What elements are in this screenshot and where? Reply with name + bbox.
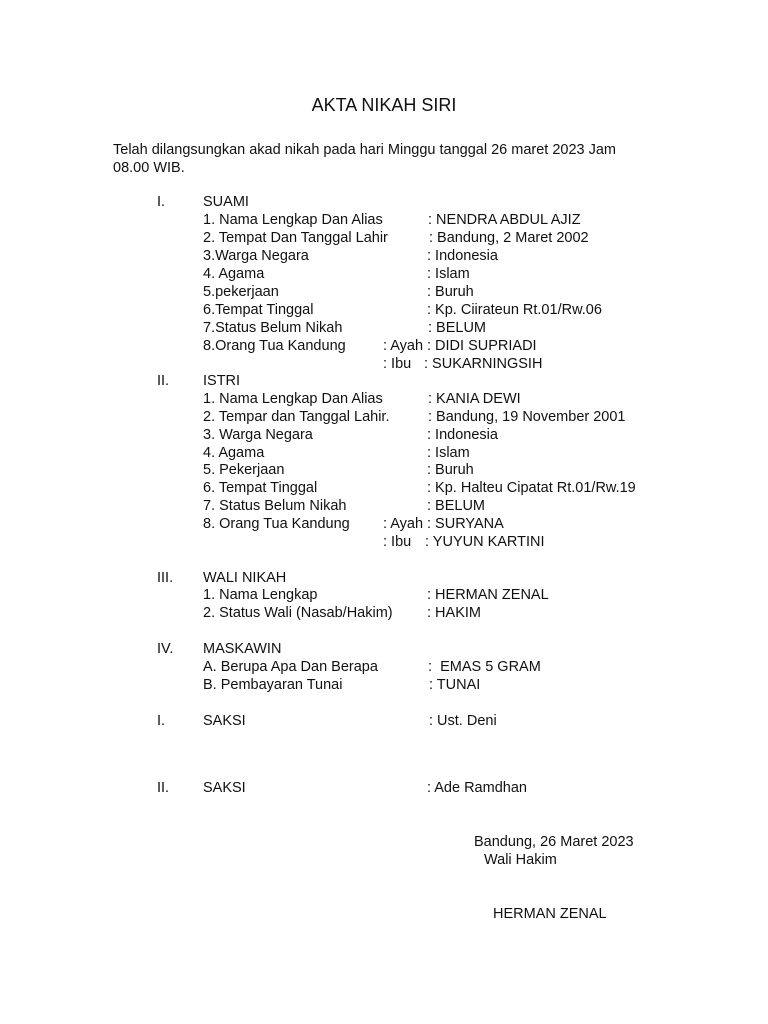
section-number-wali: III. [157, 570, 174, 586]
document-title: AKTA NIKAH SIRI [311, 95, 457, 115]
section-number-suami: I. [157, 194, 166, 210]
section-heading-suami: SUAMI [203, 194, 249, 210]
section-heading-istri: ISTRI [203, 373, 241, 389]
signature-name: HERMAN ZENAL [493, 906, 607, 922]
istri-parent-type: : Ayah [383, 516, 424, 532]
maskawin-value: : TUNAI [429, 677, 481, 693]
section-heading-saksi-1: SAKSI [203, 713, 246, 729]
suami-label: 8.Orang Tua Kandung [203, 338, 346, 354]
suami-label: 3.Warga Negara [203, 248, 309, 264]
istri-value: : Kp. Halteu Cipatat Rt.01/Rw.19 [427, 480, 636, 496]
istri-label: 1. Nama Lengkap Dan Alias [203, 391, 383, 407]
suami-value: : Islam [427, 266, 470, 282]
section-heading-maskawin: MASKAWIN [203, 641, 282, 657]
suami-value: : SUKARNINGSIH [424, 356, 543, 372]
istri-label: 8. Orang Tua Kandung [203, 516, 350, 532]
suami-label: 1. Nama Lengkap Dan Alias [203, 212, 383, 228]
istri-value: : Islam [427, 445, 470, 461]
section-heading-saksi-2: SAKSI [203, 780, 246, 796]
suami-value: : BELUM [428, 320, 487, 336]
istri-label: 5. Pekerjaan [203, 462, 285, 478]
suami-value: : Indonesia [427, 248, 498, 264]
suami-value: : DIDI SUPRIADI [427, 338, 537, 354]
maskawin-label: A. Berupa Apa Dan Berapa [203, 659, 378, 675]
intro-paragraph: Telah dilangsungkan akad nikah pada hari Minggu tanggal 26 maret 2023 Jam 08.00 WIB. [113, 142, 617, 176]
section-number-saksi-2: II. [157, 780, 170, 796]
suami-label: 5.pekerjaan [203, 284, 279, 300]
suami-value: : Kp. Ciirateun Rt.01/Rw.06 [427, 302, 602, 318]
istri-value: : SURYANA [427, 516, 504, 532]
wali-label: 1. Nama Lengkap [203, 587, 318, 603]
suami-label: 4. Agama [203, 266, 265, 282]
istri-value: : Indonesia [427, 427, 498, 443]
section-heading-wali: WALI NIKAH [203, 570, 287, 586]
suami-value: : Bandung, 2 Maret 2002 [429, 230, 589, 246]
istri-value: : KANIA DEWI [428, 391, 521, 407]
suami-value: : NENDRA ABDUL AJIZ [428, 212, 581, 228]
suami-parent-type: : Ibu [383, 356, 412, 372]
istri-label: 4. Agama [203, 445, 265, 461]
istri-parent-type: : Ibu [383, 534, 412, 550]
section-number-istri: II. [157, 373, 170, 389]
maskawin-value: : EMAS 5 GRAM [428, 659, 541, 675]
istri-value: : BELUM [427, 498, 486, 514]
istri-value: : Bandung, 19 November 2001 [428, 409, 626, 425]
suami-value: : Buruh [427, 284, 474, 300]
saksi-1-value: : Ust. Deni [429, 713, 497, 729]
suami-parent-type: : Ayah [383, 338, 424, 354]
suami-label: 7.Status Belum Nikah [203, 320, 343, 336]
istri-label: 2. Tempar dan Tanggal Lahir. [203, 409, 390, 425]
signature-role: Wali Hakim [484, 852, 557, 868]
signature-place-date: Bandung, 26 Maret 2023 [474, 834, 634, 850]
maskawin-label: B. Pembayaran Tunai [203, 677, 343, 693]
suami-label: 6.Tempat Tinggal [203, 302, 314, 318]
suami-label: 2. Tempat Dan Tanggal Lahir [203, 230, 388, 246]
wali-value: : HERMAN ZENAL [427, 587, 549, 603]
wali-label: 2. Status Wali (Nasab/Hakim) [203, 605, 393, 621]
wali-value: : HAKIM [427, 605, 481, 621]
saksi-2-value: : Ade Ramdhan [427, 780, 527, 796]
istri-value: : YUYUN KARTINI [425, 534, 545, 550]
istri-label: 6. Tempat Tinggal [203, 480, 318, 496]
istri-label: 3. Warga Negara [203, 427, 313, 443]
istri-label: 7. Status Belum Nikah [203, 498, 347, 514]
section-number-saksi-1: I. [157, 713, 166, 729]
istri-value: : Buruh [427, 462, 474, 478]
section-number-maskawin: IV. [157, 641, 174, 657]
